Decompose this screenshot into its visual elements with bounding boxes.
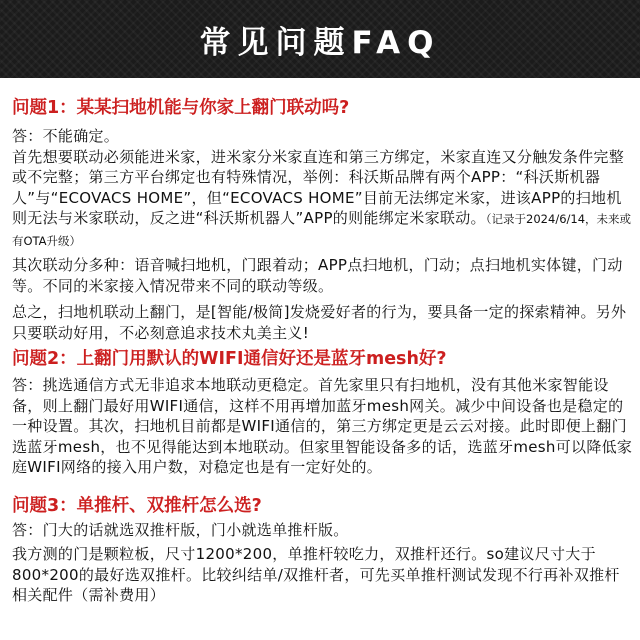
question-1-paragraph-1-text: 首先想要联动必须能进米家，进米家分米家直连和第三方绑定，米家直连又分触发条件完整或不完整；第三方平台绑定也有特殊情况，举例：科沃斯品牌有两个APP：“科沃斯机器人”与“ECOVACS HOME”，但“ECOVACS HOME”目前无法绑定米家，进该APP的扫地机则无法与米家联动，反之进“科沃斯机器人”APP的则能绑定米家联动。 [12,147,625,227]
question-3-answer: 答：门大的话就选双推杆版，门小就选单推杆版。 [12,520,349,539]
question-1-record-note: （记录于2024/6/14，未来或有OTA升级） [12,212,632,248]
question-3-paragraph-2: 我方测的门是颗粒板，尺寸1200*200，单推杆较吃力，双推杆还行。so建议尺寸大于800*200的最好选双推杆。比较纠结单/双推杆者，可先买单推杆测试发现不行再补双推杆相关配件（需补费用） [12,545,620,604]
faq-content [12,96,634,606]
question-1-title: 问题1：某某扫地机能与你家上翻门联动吗? [12,98,350,118]
question-2-title: 问题2：上翻门用默认的WIFI通信好还是蓝牙mesh好? [12,349,447,369]
question-3-title: 问题3：单推杆、双推杆怎么选? [12,495,262,516]
question-1-paragraph-2: 其次联动分多种：语音喊扫地机，门跟着动；APP点扫地机，门动；点扫地机实体键，门动等。不同的米家接入情况带来不同的联动等级。 [12,256,623,295]
question-1-paragraph-1 [12,147,634,252]
page-title: 常见问题FAQ [199,24,441,61]
question-1-paragraph-3: 总之，扫地机联动上翻门，是[智能/极简]发烧爱好者的行为，要具备一定的探索精神。另外只要联动好用，不必刻意追求技术丸美主义! [12,303,627,342]
question-2-answer: 答：挑选通信方式无非追求本地联动更稳定。首先家里只有扫地机，没有其他米家智能设备，则上翻门最好用WIFI通信，这样不用再增加蓝牙mesh网关。减少中间设备也是稳定的一种设置。其次，扫地机目前都是WIFI通信的，第三方绑定更是云云对接。此时即便上翻门选蓝牙mesh，也不见得能达到本地联动。但家里智能设备多的话，选蓝牙mesh可以降低家庭WIFI网络的接入用户数，对稳定也是有一定好处的。 [12,376,633,476]
question-1-answer: 答：不能确定。 [12,127,120,145]
faq-header-banner [0,0,640,78]
